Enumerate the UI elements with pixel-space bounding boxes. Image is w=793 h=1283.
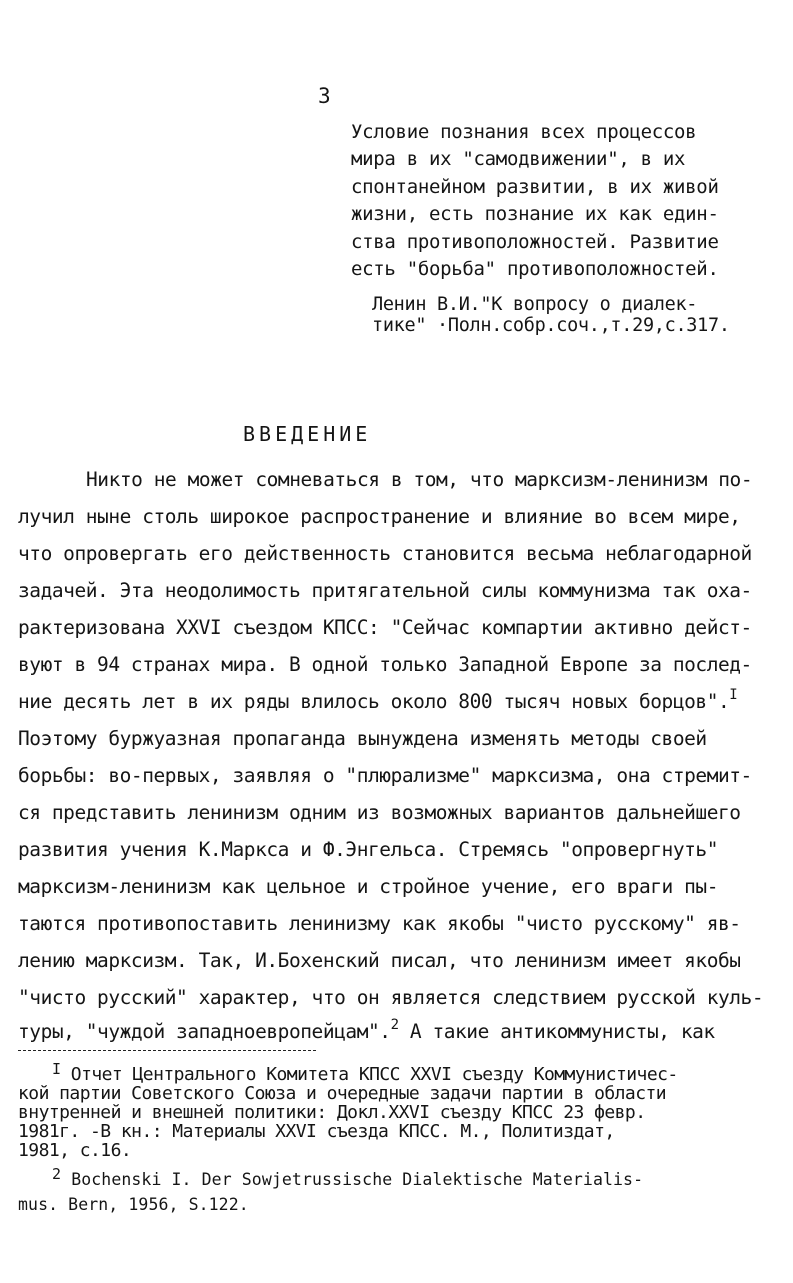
body-line: вуют в 94 странах мира. В одной только Западной Европе за послед- (18, 653, 752, 676)
epigraph-line: ства противоположностей. Развитие (351, 231, 719, 253)
epigraph-line: есть "борьба" противоположностей. (351, 258, 719, 280)
footnote-line (52, 1060, 678, 1085)
footnote-marker: 2 (52, 1165, 62, 1183)
footnote-marker: I (52, 1060, 61, 1078)
body-line (18, 687, 738, 713)
body-line: Поэтому буржуазная пропаганда вынуждена изменять методы своей (18, 727, 707, 750)
body-line (18, 1017, 715, 1043)
body-line: что опровергать его действенность становится весьма неблагодарной (18, 542, 752, 565)
footnote-line: 1981, с.16. (18, 1140, 132, 1161)
epigraph-line: жизни, есть познание их как един- (351, 203, 719, 225)
body-line-text: А такие антикоммунисты, как (409, 1020, 715, 1043)
page-number: 3 (318, 84, 331, 108)
body-line-text: туры, "чуждой западноевропейцам". (18, 1020, 391, 1043)
footnote-line: mus. Bern, 1956, S.122. (18, 1195, 249, 1214)
section-heading: ВВЕДЕНИЕ (243, 422, 372, 446)
body-line: лению марксизм. Так, И.Бохенский писал, что ленинизм имеет якобы (18, 949, 741, 972)
epigraph-citation-line: Ленин В.И."К вопросу о диалек- (372, 294, 698, 315)
epigraph-line: Условие познания всех процессов (351, 121, 697, 143)
body-line: "чисто русский" характер, что он является следствием русской куль- (18, 986, 764, 1009)
body-line: задачей. Эта неодолимость притягательной силы коммунизма так оха- (18, 579, 752, 602)
epigraph-line: спонтанейном развитии, в их живой (351, 176, 719, 198)
body-line: развития учения К.Маркса и Ф.Энгельса. Стремясь "опровергнуть" (18, 838, 718, 861)
body-line: рактеризована XXVI съездом КПСС: "Сейчас компартии активно дейст- (18, 616, 752, 639)
body-line-text: ние десять лет в их ряды влилось около 800 тысяч новых борцов". (18, 690, 730, 713)
body-line: Никто не может сомневаться в том, что марксизм-ленинизм по- (86, 468, 753, 491)
footnote-text: Отчет Центрального Комитета КПСС XXVI съезду Коммунистичес- (70, 1064, 678, 1085)
footnote-reference: I (729, 687, 738, 703)
epigraph-line: мира в их "самодвижении", в их (351, 148, 686, 170)
body-line: марксизм-ленинизм как цельное и стройное учение, его враги пы- (18, 875, 718, 898)
body-line: таются противопоставить ленинизму как якобы "чисто русскому" яв- (18, 912, 741, 935)
footnote-line: 1981г. -В кн.: Материалы XXVI съезда КПСС. М., Политиздат, (18, 1121, 615, 1142)
footnote-reference: 2 (390, 1017, 399, 1033)
footnote-separator (18, 1050, 316, 1051)
footnote-line: внутренней и внешней политики: Докл.XXVI съезду КПСС 23 февр. (18, 1102, 646, 1123)
footnote-line (52, 1165, 644, 1189)
body-line: ся представить ленинизм одним из возможных вариантов дальнейшего (18, 801, 741, 824)
body-line: лучил ныне столь широкое распространение и влияние во всем мире, (18, 505, 741, 528)
body-line: борьбы: во-первых, заявляя о "плюрализме" марксизма, она стремит- (18, 764, 752, 787)
footnote-line: кой партии Советского Союза и очередные задачи партии в области (18, 1083, 667, 1104)
footnote-text: Bochenski I. Der Sowjetrussische Dialektische Materialis- (71, 1170, 644, 1189)
epigraph-citation-line: тике" ·Полн.собр.соч.,т.29,с.317. (372, 315, 730, 336)
